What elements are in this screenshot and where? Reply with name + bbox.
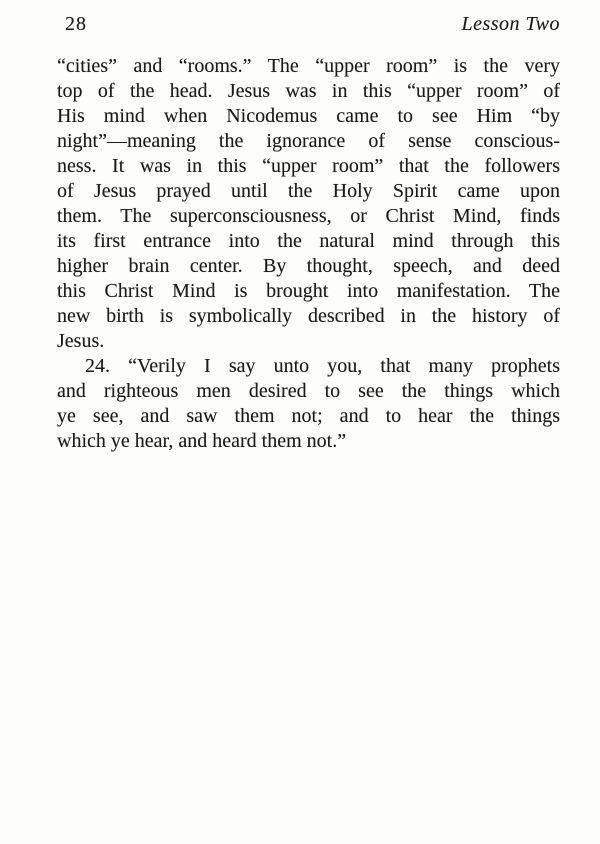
text-line: “cities” and “rooms.” The “upper room” is the very: [57, 55, 560, 77]
text-line: new birth is symbolically described in the history of: [57, 305, 560, 327]
text-line: of Jesus prayed until the Holy Spirit came upon: [57, 180, 560, 202]
running-title: Lesson Two: [461, 13, 560, 35]
page-number: 28: [65, 13, 87, 35]
text-line-paragraph-end: Jesus.: [57, 330, 105, 352]
text-line: them. The superconsciousness, or Christ Mind, finds: [57, 205, 560, 227]
text-line: higher brain center. By thought, speech, and deed: [57, 255, 560, 277]
text-line: ye see, and saw them not; and to hear the things: [57, 405, 560, 427]
text-line: ness. It was in this “upper room” that the followers: [57, 155, 560, 177]
text-line: top of the head. Jesus was in this “upper room” of: [57, 80, 560, 102]
running-header: [57, 12, 560, 36]
text-line-paragraph-start: 24. “Verily I say unto you, that many prophets: [85, 355, 560, 377]
text-line: its first entrance into the natural mind through this: [57, 230, 560, 252]
text-line: night”—meaning the ignorance of sense conscious-: [57, 130, 560, 152]
page-body: [57, 54, 560, 454]
text-line: this Christ Mind is brought into manifestation. The: [57, 280, 560, 302]
text-line-paragraph-end: which ye hear, and heard them not.”: [57, 430, 347, 452]
text-line: His mind when Nicodemus came to see Him “by: [57, 105, 560, 127]
text-line: and righteous men desired to see the things which: [57, 380, 560, 402]
